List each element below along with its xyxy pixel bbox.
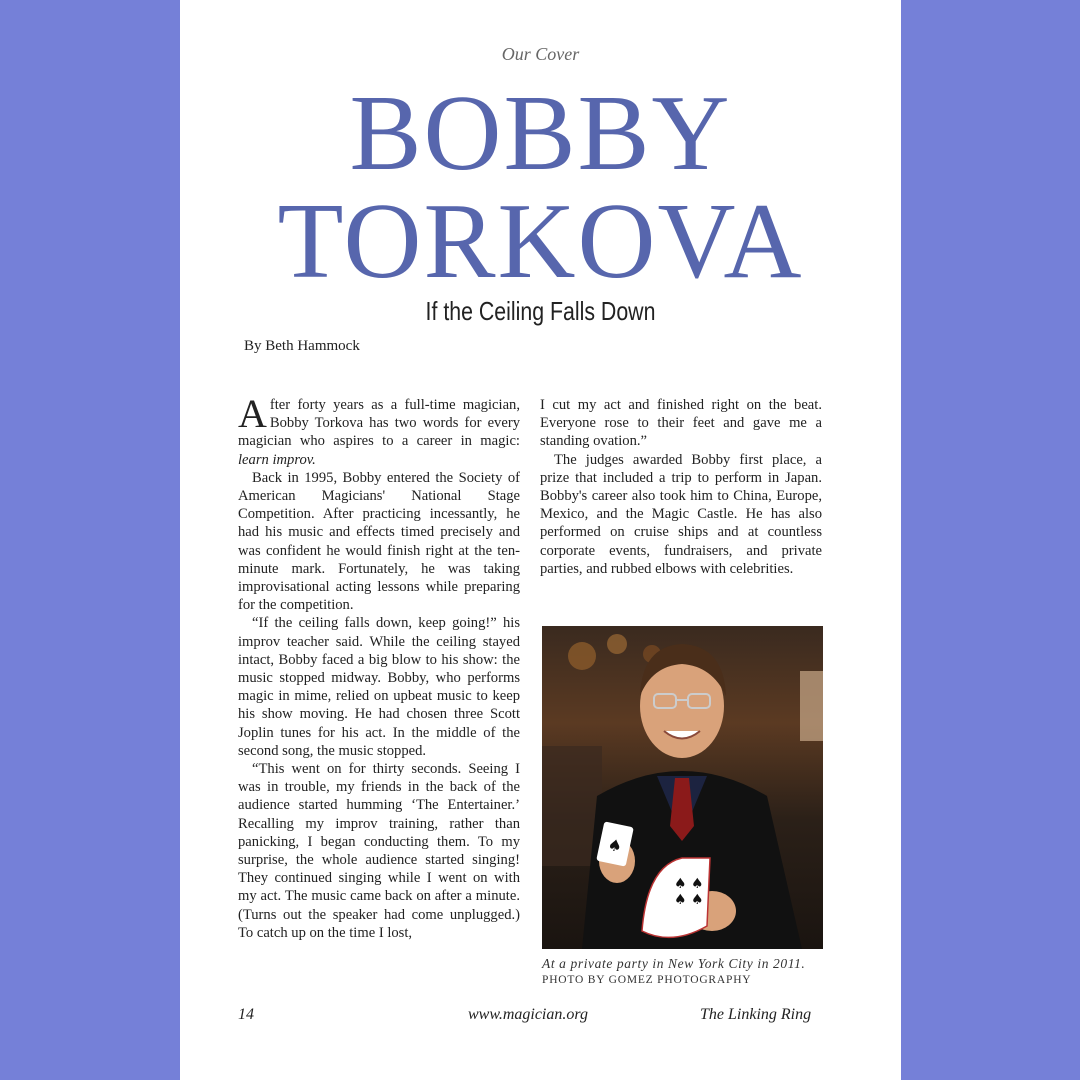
photo-credit: PHOTO BY GOMEZ PHOTOGRAPHY [542, 974, 752, 986]
svg-text:♠: ♠ [605, 834, 624, 857]
paragraph-2: Back in 1995, Bobby entered the Society of American Magicians' National Stage Competition. After practicing incessantly, he had his music and effects timed precisely and was confident he would finish right at the ten-minute mark. Fortunately, he was taking improvisational acting lessons while preparing for the competition. [238, 469, 520, 614]
left-column [238, 391, 520, 942]
byline: By Beth Hammock [244, 338, 360, 354]
section-kicker: Our Cover [501, 44, 580, 64]
article-subtitle: If the Ceiling Falls Down [425, 296, 656, 326]
svg-text:♠ ♠: ♠ ♠ [674, 876, 704, 892]
caption-text: At a private party in New York City in 2011. [542, 956, 806, 971]
title-line-2: TORKOVA [277, 182, 804, 301]
cover-photo [542, 626, 823, 949]
paragraph-6: The judges awarded Bobby first place, a prize that included a trip to perform in Japan. Bobby's career also took him to China, Europe, Mexico, and the Magic Castle. He has also performed on cruise ships and at countless corporate events, fundraisers, and private parties, and rubbed elbows with celebrities. [540, 451, 822, 577]
paragraph-1-text: fter forty years as a full-time magician, Bobby Torkova has two words for every magician who aspires to a career in magic: [238, 397, 520, 450]
paragraph-1 [238, 391, 520, 469]
paragraph-5: I cut my act and finished right on the beat. Everyone rose to their feet and gave me a standing ovation.” [540, 397, 822, 450]
paragraph-4: “This went on for thirty seconds. Seeing I was in trouble, my friends in the back of the audience started humming ‘The Entertainer.’ Recalling my improv training, rather than panicking, I began conducting them. To my surprise, the whole audience started singing! They continued singing while I went on with my act. The music came back on after a minute. (Turns out the speaker had come unplugged.) To catch up on the time I lost, [238, 761, 520, 941]
drop-cap: A [238, 391, 267, 436]
magazine-page [180, 0, 901, 1080]
right-column [540, 396, 822, 578]
photo-illustration [542, 626, 823, 949]
paragraph-3: “If the ceiling falls down, keep going!” his improv teacher said. While the ceiling stayed intact, Bobby faced a big blow to his show: the music stopped midway. Bobby, who performs magic in mime, relied on upbeat music to keep his show moving. He had chosen three Scott Joplin tunes for his act. In the middle of the second song, the music stopped. [238, 615, 520, 759]
svg-text:♠ ♠: ♠ ♠ [674, 892, 704, 908]
photo-caption [542, 956, 842, 986]
website-url: www.magician.org [468, 1006, 589, 1023]
paragraph-1-emphasis: learn improv. [238, 451, 316, 468]
title-line-1: BOBBY [349, 74, 732, 193]
page-number: 14 [238, 1006, 254, 1023]
magazine-name: The Linking Ring [700, 1006, 812, 1023]
